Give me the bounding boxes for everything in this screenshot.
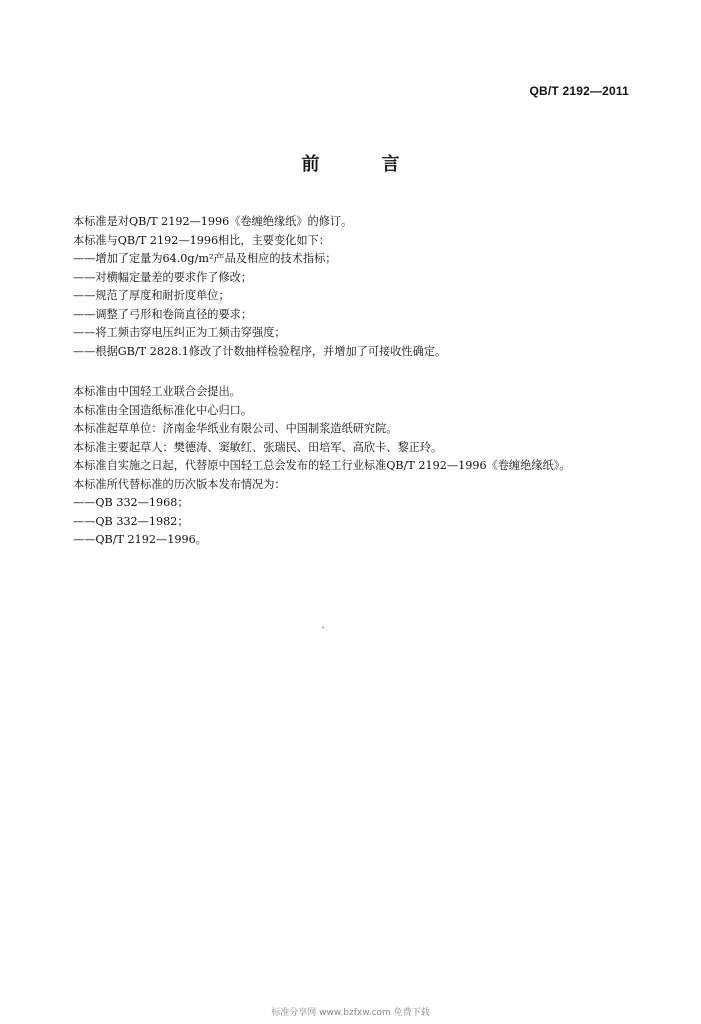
paragraph-line: 本标准是对QB/T 2192—1996《卷缠绝缘纸》的修订。 (73, 215, 353, 228)
revision-summary (73, 213, 643, 361)
standard-information (73, 383, 643, 550)
paragraph-line: 本标准起草单位：济南金华纸业有限公司、中国制浆造纸研究院。 (73, 422, 398, 435)
scan-speck (322, 627, 324, 629)
standard-number: QB/T 2192—2011 (529, 84, 629, 98)
footer-watermark: 标准分享网 www.bzfxw.com 免费下载 (271, 1008, 430, 1018)
paragraph-line: 本标准由全国造纸标准化中心归口。 (73, 403, 253, 417)
paragraph-line: 本标准由中国轻工业联合会提出。 (73, 385, 241, 398)
page-title: 前 言 (301, 154, 422, 175)
paragraph-line: 本标准与QB/T 2192—1996相比，主要变化如下： (73, 233, 330, 247)
previous-version-item: ——QB 332—1968； (73, 496, 189, 509)
change-list-item: ——根据GB/T 2828.1修改了计数抽样检验程序，并增加了可接收性确定。 (73, 344, 447, 358)
paragraph-line: 本标准自实施之日起，代替原中国轻工总会发布的轻工行业标准QB/T 2192—1996《卷缠绝缘纸》。 (73, 459, 571, 472)
previous-version-item: ——QB 332—1982； (73, 514, 189, 528)
paragraph-line: 本标准主要起草人：樊德涛、窦敏红、张瑞民、田培军、高欣卡、黎正玲。 (73, 440, 443, 454)
change-list-item: ——调整了弓形和卷筒直径的要求； (73, 307, 253, 321)
paragraph-line: 本标准所代替标准的历次版本发布情况为： (73, 477, 286, 491)
change-list-item: ——对横幅定量差的要求作了修改； (73, 270, 253, 284)
change-list-item: ——增加了定量为64.0g/m²产品及相应的技术指标； (73, 252, 337, 265)
change-list-item: ——规范了厚度和耐折度单位； (73, 289, 230, 302)
change-list-item: ——将工频击穿电压纠正为工频击穿强度； (73, 326, 286, 339)
previous-version-item: ——QB/T 2192—1996。 (73, 533, 207, 546)
